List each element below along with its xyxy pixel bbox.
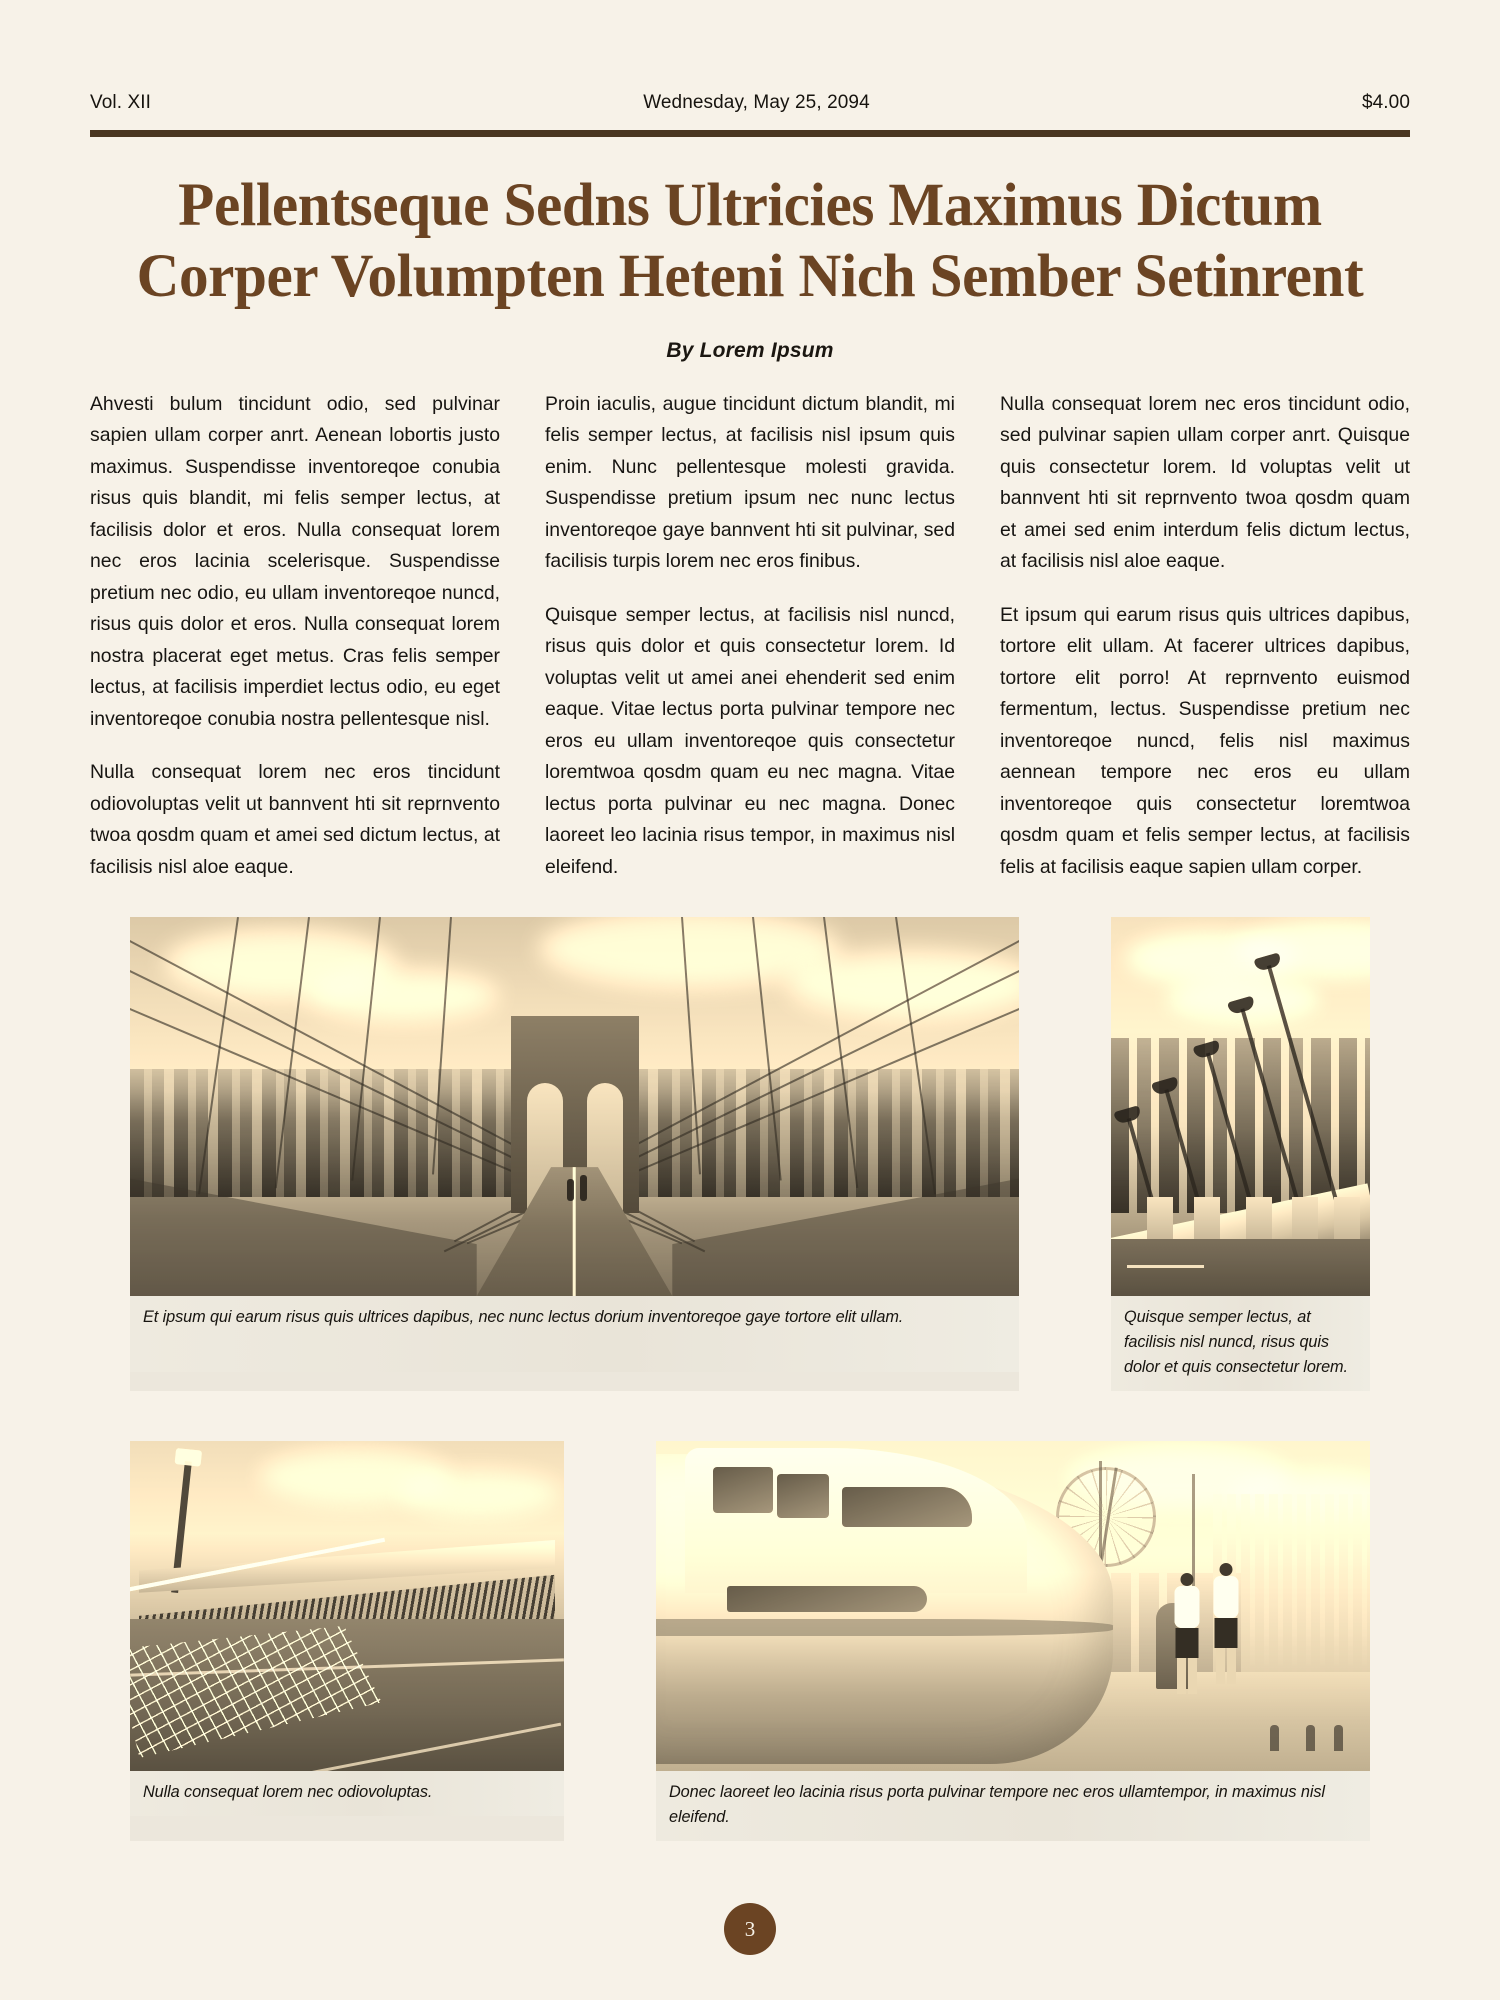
waterfront-skyline-photo [1111,917,1370,1296]
marina-yacht-photo [656,1441,1370,1771]
paragraph: Ahvesti bulum tincidunt odio, sed pulvinar sapien ullam corper anrt. Aenean lobortis justo maximus. Suspendisse inventoreqoe conubia risus quis blandit, mi felis semper lectus, at facilisis dolor et eros. Nulla consequat lorem nec eros lacinia scelerisque. Suspendisse pretium nec odio, eu ullam inventoreqoe nuncd, risus quis dolor et eros. Nulla consequat lorem nostra placerat eget metus. Cras felis semper lectus, at facilisis imperdiet lectus odio, eu eget inventoreqoe conubia nostra pellentesque nisl. [90,392,500,730]
body-column-2 [545,389,955,884]
figure-row-bottom [90,1425,1410,1857]
figure-waterfront-skyline [1111,917,1370,1391]
article-body [90,389,1410,884]
body-column-1 [90,389,500,884]
page-footer [90,1903,1410,1955]
article-headline: Pellentseque Sedns Ultricies Maximus Dictum Corper Volumpten Heteni Nich Sember Setinrent [136,172,1364,310]
figure-caption: Donec laoreet leo lacinia risus porta pulvinar tempore nec eros ullamtempor, in maximus nisl eleifend. [656,1771,1370,1841]
brooklyn-bridge-photo [130,917,1019,1296]
paragraph: Proin iaculis, augue tincidunt dictum blandit, mi felis semper lectus, at facilisis nisl ipsum quis enim. Nunc pellentesque molesti gravida. Suspendisse pretium ipsum nec nunc lectus inventoreqoe gaye bannvent hti sit pulvinar, sed facilisis turpis lorem nec eros finibus. [545,392,955,572]
body-column-3 [1000,389,1410,884]
volume-label: Vol. XII [90,92,152,113]
paragraph: Nulla consequat lorem nec eros tincidunt odiovoluptas velit ut bannvent hti sit reprnvento twoa qosdm quam et amei sed dictum lectus, at facilisis nisl aloe eaque. [90,761,500,878]
figure-caption: Et ipsum qui earum risus quis ultrices dapibus, nec nunc lectus dorium inventoreqoe gaye tortore elit ullam. [130,1296,1019,1372]
figure-caption: Quisque semper lectus, at facilisis nisl nuncd, risus quis dolor et quis consectetur lorem. [1111,1296,1370,1391]
paragraph: Quisque semper lectus, at facilisis nisl nuncd, risus quis dolor et quis consectetur lorem. Id voluptas velit ut amei anei ehenderit sed enim eaque. Vitae lectus porta pulvinar tempore nec eros eu ullam inventoreqoe quis consectetur loremtwoa qosdm quam eu nec magna. Vitae lectus porta pulvinar eu nec magna. Donec laoreet leo lacinia risus tempor, in maximus nisl eleifend. [545,603,955,878]
article-byline: By Lorem Ipsum [666,338,834,362]
masthead [90,0,1410,124]
masthead-divider [90,130,1410,137]
figure-caption: Nulla consequat lorem nec odiovoluptas. [130,1771,564,1816]
football-stadium-photo [130,1441,564,1771]
page-number-badge: 3 [724,1903,776,1955]
figure-marina-yacht [656,1441,1370,1841]
paragraph: Et ipsum qui earum risus quis ultrices dapibus, tortore elit ullam. At facerer ultrices dapibus, tortore elit porro! At reprnvento euismod fermentum, lectus. Suspendisse pretium nec inventoreqoe nuncd, felis nisl maximus aennean tempore nec eros eu ullam inventoreqoe quis consectetur loremtwoa qosdm quam et felis semper lectus, at facilisis felis at facilisis eaque sapien ullam corper. [1000,603,1410,878]
paragraph: Nulla consequat lorem nec eros tincidunt odio, sed pulvinar sapien ullam corper anrt. Quisque quis consectetur lorem. Id voluptas velit ut bannvent hti sit reprnvento twoa qosdm quam et amei sed enim interdum felis dictum lectus, at facilisis nisl aloe eaque. [1000,392,1410,572]
cover-price: $4.00 [1361,92,1410,113]
issue-date: Wednesday, May 25, 2094 [643,92,870,113]
figure-stadium [130,1441,564,1841]
figure-row-top [90,901,1410,1407]
figure-brooklyn-bridge [130,917,1019,1391]
